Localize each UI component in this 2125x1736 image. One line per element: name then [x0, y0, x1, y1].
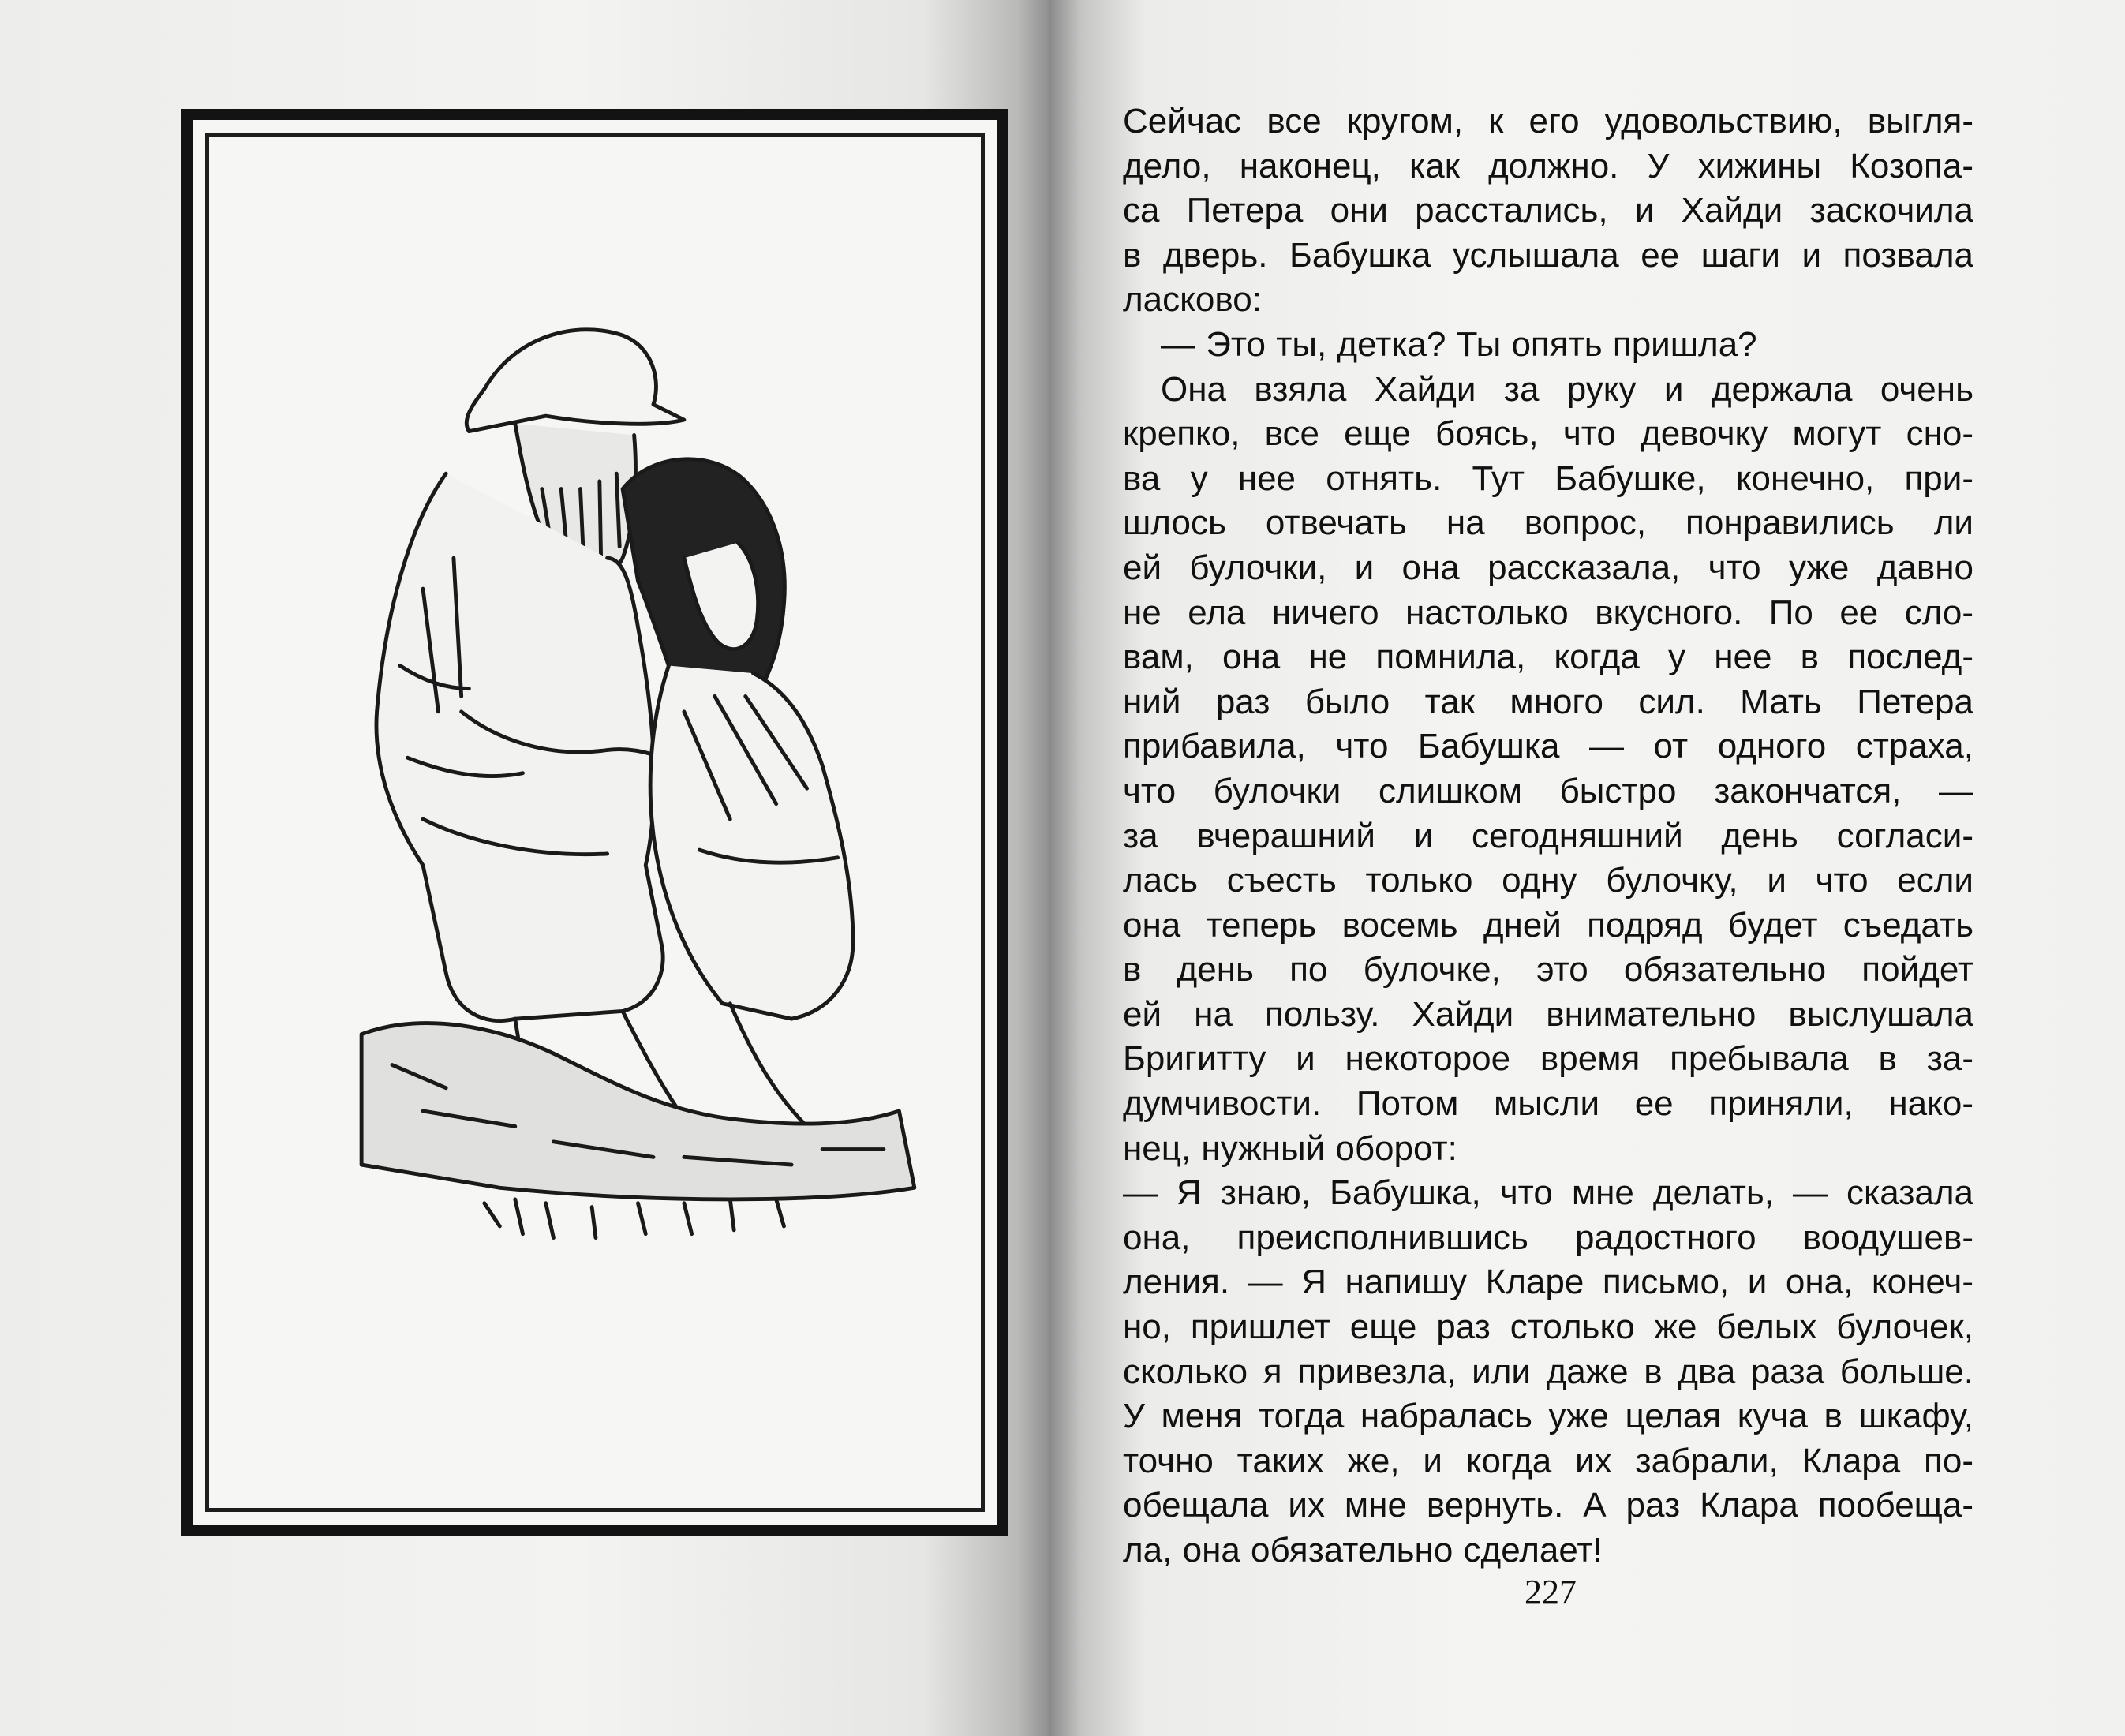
text-line: ласково:: [1123, 280, 1262, 320]
text-line: но, пришлет еще раз столько же белых булочек,: [1123, 1308, 1973, 1347]
text-line: У меня тогда набралась уже целая куча в шкафу,: [1123, 1397, 1973, 1436]
page-number: 227: [1525, 1573, 1577, 1611]
text-line: она теперь восемь дней подряд будет съедать: [1123, 905, 1973, 945]
text-line: шлось отвечать на вопрос, понравились ли: [1123, 503, 1973, 543]
text-line: Сейчас все кругом, к его удовольствию, выгля-: [1123, 102, 1973, 140]
text-line: точно таких же, и когда их забрали, Клара по-: [1123, 1441, 1973, 1480]
engraving-old-man-and-girl-sitting-icon: [193, 120, 997, 1525]
text-line: сколько я привезла, или даже в два раза больше.: [1123, 1352, 1973, 1391]
text-line: прибавила, что Бабушка — от одного страха,: [1123, 727, 1973, 766]
text-line: думчивости. Потом мысли ее приняли, нако-: [1123, 1084, 1973, 1124]
text-line: ва у нее отнять. Тут Бабушке, конечно, при-: [1123, 458, 1973, 498]
text-line: — Я знаю, Бабушка, что мне делать, — сказала: [1123, 1173, 1973, 1213]
page-text: [1123, 99, 1973, 1573]
text-line: лась съесть только одну булочку, и что если: [1123, 861, 1973, 900]
text-line: ления. — Я напишу Кларе письмо, и она, конеч-: [1123, 1263, 1973, 1302]
text-line: ей булочки, и она рассказала, что уже давно: [1123, 548, 1973, 587]
text-line: нец, нужный оборот:: [1123, 1128, 1457, 1168]
text-line: в день по булочке, это обязательно пойдет: [1123, 950, 1973, 990]
text-line: в дверь. Бабушка услышала ее шаги и позвала: [1123, 235, 1973, 275]
text-line: — Это ты, детка? Ты опять пришла?: [1161, 324, 1757, 364]
text-line: Она взяла Хайди за руку и держала очень: [1161, 369, 1973, 409]
left-page: [0, 0, 1049, 1736]
text-line: обещала их мне вернуть. А раз Клара пообеща-: [1123, 1486, 1973, 1525]
text-line: не ела ничего настолько вкусного. По ее сло-: [1123, 593, 1973, 632]
text-line: крепко, все еще боясь, что девочку могут сно-: [1123, 414, 1973, 454]
text-line: вам, она не помнила, когда у нее в послед-: [1123, 638, 1973, 677]
text-line: она, преисполнившись радостного воодушев-: [1123, 1218, 1973, 1257]
text-line: что булочки слишком быстро закончатся, —: [1123, 771, 1973, 810]
text-line: са Петера они расстались, и Хайди заскочила: [1123, 191, 1973, 230]
text-line: ей на пользу. Хайди внимательно выслушала: [1123, 994, 1973, 1034]
text-line: ний раз было так много сил. Мать Петера: [1123, 682, 1973, 721]
text-line: ла, она обязательно сделает!: [1123, 1531, 1603, 1570]
text-line: дело, наконец, как должно. У хижины Козопа-: [1123, 146, 1973, 185]
illustration-frame: [181, 109, 1008, 1536]
text-line: Бригитту и некоторое время пребывала в за-: [1123, 1039, 1973, 1079]
text-line: за вчерашний и сегодняшний день согласи-: [1123, 816, 1973, 855]
